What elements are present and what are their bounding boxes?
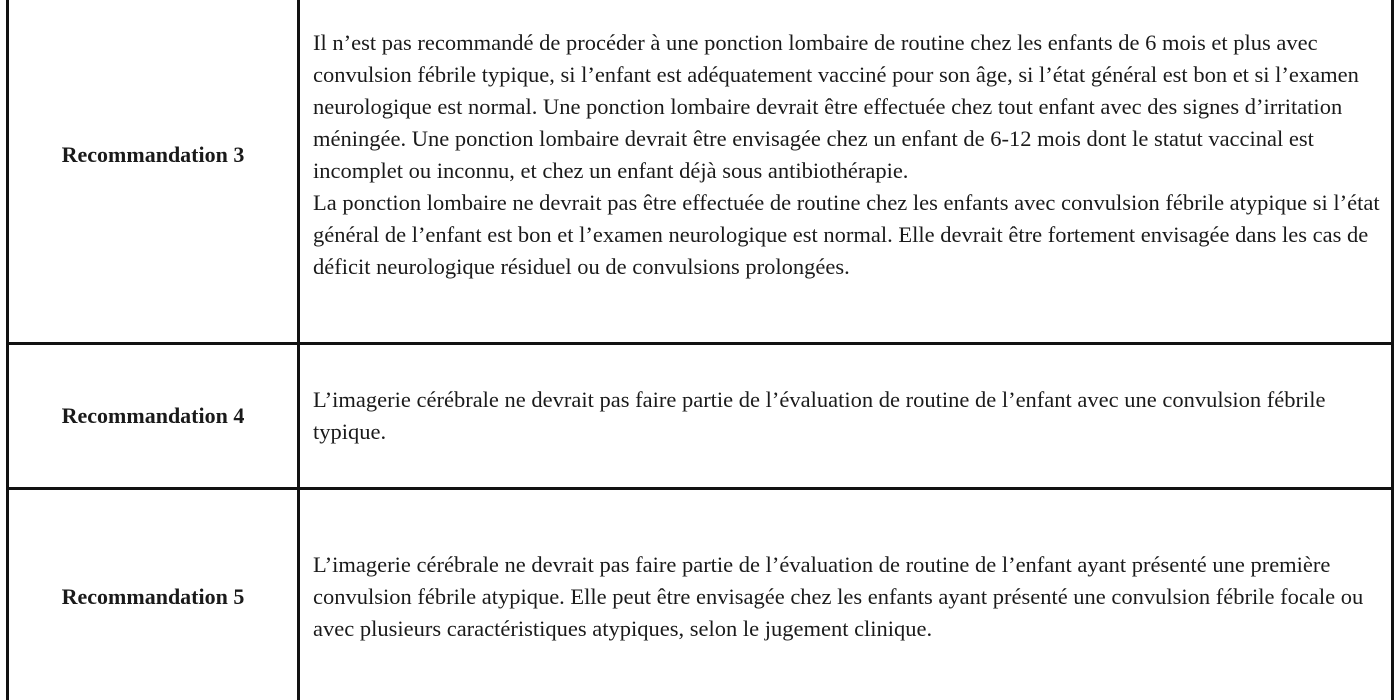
table-row: [8, 0, 1393, 344]
recommendations-table: [6, 0, 1394, 700]
recommendation-paragraph: L’imagerie cérébrale ne devrait pas faire partie de l’évaluation de routine de l’enfant ayant présenté une première convulsion fébrile atypique. Elle peut être envisagée chez les enfants ayant présenté une convulsion fébrile focale ou avec plusieurs caractéristiques atypiques, selon le jugement clinique.: [313, 551, 1364, 641]
recommendation-label: Recommandation 3: [8, 0, 299, 344]
recommendation-label: Recommandation 4: [8, 344, 299, 489]
table-row: [8, 489, 1393, 700]
table-row: [8, 344, 1393, 489]
recommendation-paragraph: La ponction lombaire ne devrait pas être effectuée de routine chez les enfants avec convulsion fébrile atypique si l’état général de l’enfant est bon et l’examen neurologique est normal. Elle devrait être fortement envisagée dans les cas de déficit neurologique résiduel ou de convulsions prolongées.: [313, 189, 1380, 279]
recommendation-paragraph: L’imagerie cérébrale ne devrait pas faire partie de l’évaluation de routine de l’enfant avec une convulsion fébrile typique.: [313, 387, 1326, 444]
recommendation-label: Recommandation 5: [8, 489, 299, 700]
recommendation-paragraph: Il n’est pas recommandé de procéder à une ponction lombaire de routine chez les enfants de 6 mois et plus avec convulsion fébrile typique, si l’enfant est adéquatement vacciné pour son âge, si l’état général est bon et si l’examen neurologique est normal. Une ponction lombaire devrait être effectuée chez tout enfant avec des signes d’irritation méningée. Une ponction lombaire devrait être envisagée chez un enfant de 6-12 mois dont le statut vaccinal est incomplet ou inconnu, et chez un enfant déjà sous antibiothérapie.: [313, 29, 1359, 183]
recommendation-text: [299, 344, 1393, 489]
recommendation-text: [299, 489, 1393, 700]
recommendation-text: [299, 0, 1393, 344]
